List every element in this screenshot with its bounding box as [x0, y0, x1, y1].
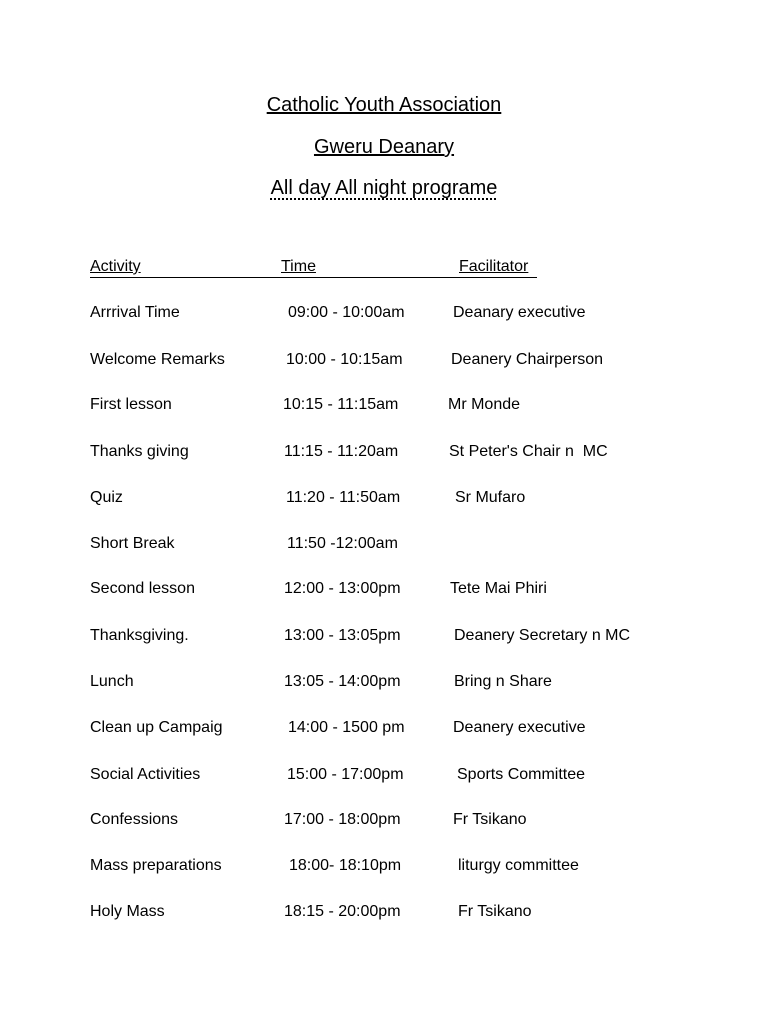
activity-cell: First lesson — [90, 396, 172, 413]
facilitator-cell: Bring n Share — [454, 673, 552, 690]
activity-cell: Arrrival Time — [90, 304, 180, 321]
column-header-activity: Activity — [90, 258, 141, 275]
time-cell: 10:15 - 11:15am — [283, 396, 399, 413]
facilitator-cell: Deanary executive — [453, 304, 586, 321]
table-row — [0, 857, 768, 881]
document-title: Catholic Youth Association — [266, 94, 502, 116]
facilitator-cell: liturgy committee — [458, 857, 579, 874]
time-cell: 11:50 -12:00am — [287, 535, 398, 552]
time-cell: 17:00 - 18:00pm — [284, 811, 401, 828]
facilitator-cell: Sports Committee — [457, 766, 586, 783]
header-underline — [90, 277, 537, 278]
column-header-facilitator: Facilitator — [459, 258, 529, 275]
activity-cell: Thanks giving — [90, 443, 189, 460]
facilitator-cell: Fr Tsikano — [458, 903, 532, 920]
table-row — [0, 719, 768, 743]
table-row — [0, 396, 768, 420]
activity-cell: Clean up Campaig — [90, 719, 223, 736]
activity-cell: Second lesson — [90, 580, 195, 597]
activity-cell: Thanksgiving. — [90, 627, 189, 644]
time-cell: 13:05 - 14:00pm — [284, 673, 401, 690]
time-cell: 18:15 - 20:00pm — [284, 903, 401, 920]
table-row — [0, 903, 768, 927]
table-row — [0, 627, 768, 651]
column-header-time: Time — [281, 258, 316, 275]
activity-cell: Lunch — [90, 673, 134, 690]
activity-cell: Quiz — [90, 489, 123, 506]
activity-cell: Holy Mass — [90, 903, 165, 920]
facilitator-cell: Deanery executive — [453, 719, 586, 736]
program-title: All day All night programe — [270, 177, 498, 199]
facilitator-cell: Fr Tsikano — [453, 811, 527, 828]
facilitator-cell: Tete Mai Phiri — [450, 580, 547, 597]
table-row — [0, 351, 768, 375]
activity-cell: Social Activities — [90, 766, 201, 783]
activity-cell: Welcome Remarks — [90, 351, 225, 368]
table-row — [0, 811, 768, 835]
deanery-subtitle: Gweru Deanary — [313, 136, 455, 158]
table-row — [0, 580, 768, 604]
facilitator-cell: St Peter's Chair n MC — [449, 443, 608, 460]
table-row — [0, 443, 768, 467]
time-cell: 11:20 - 11:50am — [286, 489, 401, 506]
time-cell: 09:00 - 10:00am — [288, 304, 405, 321]
table-row — [0, 489, 768, 513]
time-cell: 12:00 - 13:00pm — [284, 580, 401, 597]
facilitator-cell: Mr Monde — [448, 396, 521, 413]
time-cell: 13:00 - 13:05pm — [284, 627, 401, 644]
table-row — [0, 766, 768, 790]
facilitator-cell: Deanery Chairperson — [451, 351, 604, 368]
time-cell: 14:00 - 1500 pm — [288, 719, 405, 736]
activity-cell: Mass preparations — [90, 857, 222, 874]
time-cell: 15:00 - 17:00pm — [287, 766, 404, 783]
table-row — [0, 673, 768, 697]
time-cell: 18:00- 18:10pm — [289, 857, 402, 874]
table-row — [0, 535, 768, 559]
time-cell: 10:00 - 10:15am — [286, 351, 403, 368]
table-row — [0, 304, 768, 328]
activity-cell: Short Break — [90, 535, 175, 552]
activity-cell: Confessions — [90, 811, 179, 828]
time-cell: 11:15 - 11:20am — [284, 443, 399, 460]
facilitator-cell: Deanery Secretary n MC — [454, 627, 631, 644]
facilitator-cell: Sr Mufaro — [455, 489, 526, 506]
